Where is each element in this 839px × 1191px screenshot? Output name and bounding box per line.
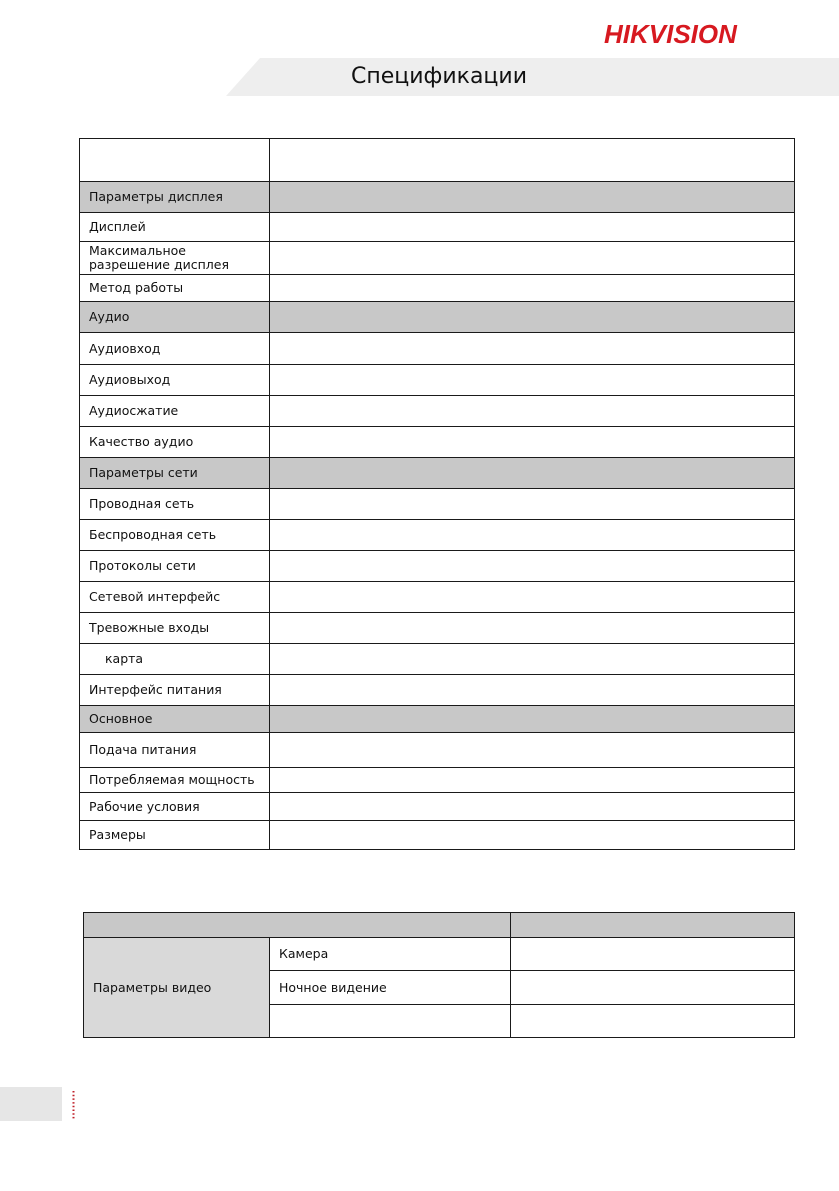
table-row — [80, 242, 795, 275]
dotted-divider — [72, 1090, 75, 1120]
row-label: Интерфейс питания — [80, 675, 270, 706]
row-label: карта — [80, 644, 270, 675]
row-value — [270, 644, 795, 675]
header-cell-value — [270, 139, 795, 182]
row-value — [270, 427, 795, 458]
table-row — [80, 427, 795, 458]
row-label: Аудиовыход — [80, 365, 270, 396]
table-row — [80, 768, 795, 793]
row-value — [270, 551, 795, 582]
header-cell-label — [80, 139, 270, 182]
row-value — [270, 613, 795, 644]
row-label: Максимальное разрешение дисплея — [80, 242, 270, 275]
video-item-label — [270, 1005, 511, 1038]
page-title: Спецификации — [351, 63, 527, 89]
table-row — [80, 613, 795, 644]
row-label: Подача питания — [80, 733, 270, 768]
table-row — [80, 396, 795, 427]
table-row — [80, 365, 795, 396]
video-item-value — [511, 971, 795, 1005]
video-params-label: Параметры видео — [84, 938, 270, 1038]
page-number-tab — [0, 1087, 62, 1121]
section-label: Основное — [80, 706, 270, 733]
section-row-audio — [80, 302, 795, 333]
video-item-value — [511, 938, 795, 971]
table-row — [80, 489, 795, 520]
row-value — [270, 582, 795, 613]
row-label: Метод работы — [80, 275, 270, 302]
row-label: Аудиосжатие — [80, 396, 270, 427]
section-label: Параметры сети — [80, 458, 270, 489]
table-row — [80, 644, 795, 675]
row-value — [270, 213, 795, 242]
spec-table — [79, 138, 795, 850]
row-value — [270, 733, 795, 768]
row-value — [270, 333, 795, 365]
hikvision-logo — [604, 20, 776, 48]
table-row — [80, 821, 795, 850]
section-row-general — [80, 706, 795, 733]
section-row-display — [80, 182, 795, 213]
section-row-network — [80, 458, 795, 489]
table-header-row — [80, 139, 795, 182]
logo-text: HIKVISION — [604, 20, 737, 48]
table-row — [80, 675, 795, 706]
table-row — [80, 333, 795, 365]
section-label: Аудио — [80, 302, 270, 333]
table-row — [80, 213, 795, 242]
row-value — [270, 768, 795, 793]
table-row — [80, 275, 795, 302]
row-value — [270, 675, 795, 706]
table-row — [80, 793, 795, 821]
video-item-label: Ночное видение — [270, 971, 511, 1005]
video-item-value — [511, 1005, 795, 1038]
table-row — [80, 551, 795, 582]
section-label: Параметры дисплея — [80, 182, 270, 213]
row-value — [270, 365, 795, 396]
row-value — [270, 275, 795, 302]
row-label: Проводная сеть — [80, 489, 270, 520]
row-label: Рабочие условия — [80, 793, 270, 821]
row-value — [270, 489, 795, 520]
table-row — [80, 520, 795, 551]
row-label: Протоколы сети — [80, 551, 270, 582]
row-label: Сетевой интерфейс — [80, 582, 270, 613]
row-label: Тревожные входы — [80, 613, 270, 644]
row-label: Дисплей — [80, 213, 270, 242]
row-value — [270, 520, 795, 551]
row-value — [270, 821, 795, 850]
row-label: Беспроводная сеть — [80, 520, 270, 551]
video-table-header — [84, 913, 795, 938]
row-label: Размеры — [80, 821, 270, 850]
table-row — [80, 582, 795, 613]
row-label: Аудиовход — [80, 333, 270, 365]
row-value — [270, 242, 795, 275]
video-table — [83, 912, 795, 1038]
video-item-label: Камера — [270, 938, 511, 971]
row-value — [270, 396, 795, 427]
row-label: Потребляемая мощность — [80, 768, 270, 793]
row-label: Качество аудио — [80, 427, 270, 458]
row-value — [270, 793, 795, 821]
table-row — [84, 938, 795, 971]
table-row — [80, 733, 795, 768]
